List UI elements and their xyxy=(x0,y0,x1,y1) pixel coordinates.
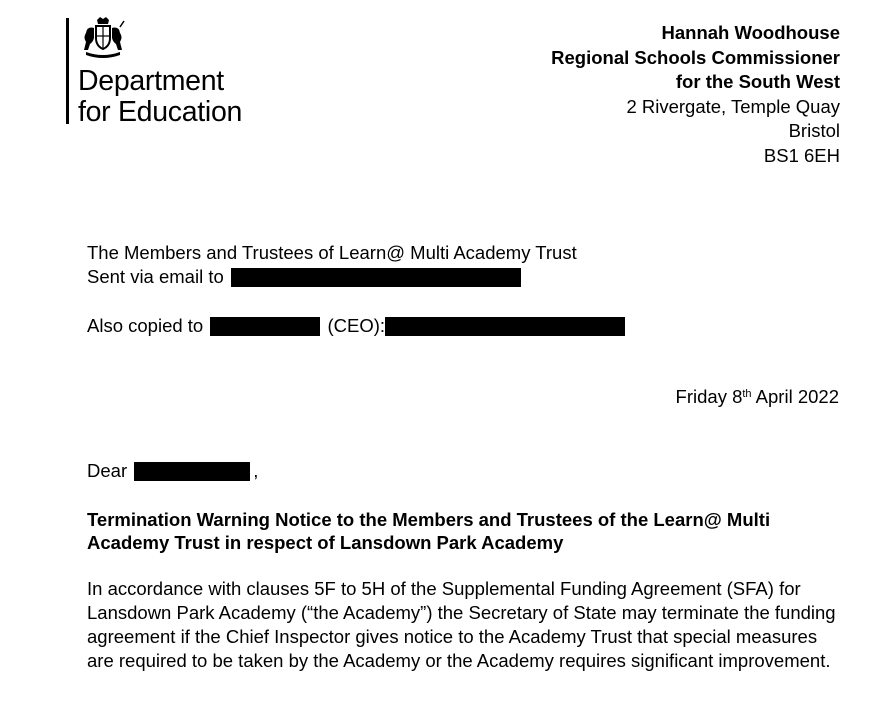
sent-via-label: Sent via email to xyxy=(87,266,224,287)
logo-line-1: Department xyxy=(78,65,224,97)
royal-crest-icon xyxy=(78,16,128,60)
copied-line xyxy=(87,314,625,338)
date-ordinal: th xyxy=(742,388,752,400)
salutation-comma: , xyxy=(253,460,259,481)
redacted-ceo-email xyxy=(385,317,625,336)
date-day: Friday 8 xyxy=(675,386,743,407)
ceo-label: (CEO): xyxy=(327,315,386,336)
sender-address-line-1: 2 Rivergate, Temple Quay xyxy=(626,95,840,117)
sender-role-line-1: Regional Schools Commissioner xyxy=(551,46,840,68)
sender-name: Hannah Woodhouse xyxy=(661,22,840,43)
dfe-logo xyxy=(66,16,256,126)
recipient-line: The Members and Trustees of Learn@ Multi Academy Trust xyxy=(87,242,577,263)
sender-address-block xyxy=(551,21,840,168)
logo-line-2: for Education xyxy=(78,96,243,128)
salutation xyxy=(87,459,258,483)
salutation-dear: Dear xyxy=(87,460,128,481)
department-name xyxy=(78,66,242,128)
sender-address-line-2: Bristol xyxy=(788,120,840,141)
also-copied-label: Also copied to xyxy=(87,315,204,336)
redacted-email xyxy=(231,268,521,287)
sender-postcode: BS1 6EH xyxy=(763,144,840,166)
sent-via-line xyxy=(87,265,521,289)
logo-rule xyxy=(66,18,69,124)
letter-date xyxy=(676,385,839,409)
date-month-year: April 2022 xyxy=(751,386,839,407)
redacted-ceo-name xyxy=(210,317,320,336)
letter-subject: Termination Warning Notice to the Members and Trustees of the Learn@ Multi Academy Trust in respect of Lansdown Park Academy xyxy=(87,509,771,553)
sender-role-line-2: for the South West xyxy=(675,71,840,92)
redacted-addressee xyxy=(134,462,250,481)
body-paragraph: In accordance with clauses 5F to 5H of the Supplemental Funding Agreement (SFA) for Lansdown Park Academy (“the Academy”) the Secretary of State may terminate the funding agreement if the Chief Inspector gives notice to the Academy Trust that special measures are required to be taken by the Academy or the Academy requires significant improvement. xyxy=(87,578,836,671)
